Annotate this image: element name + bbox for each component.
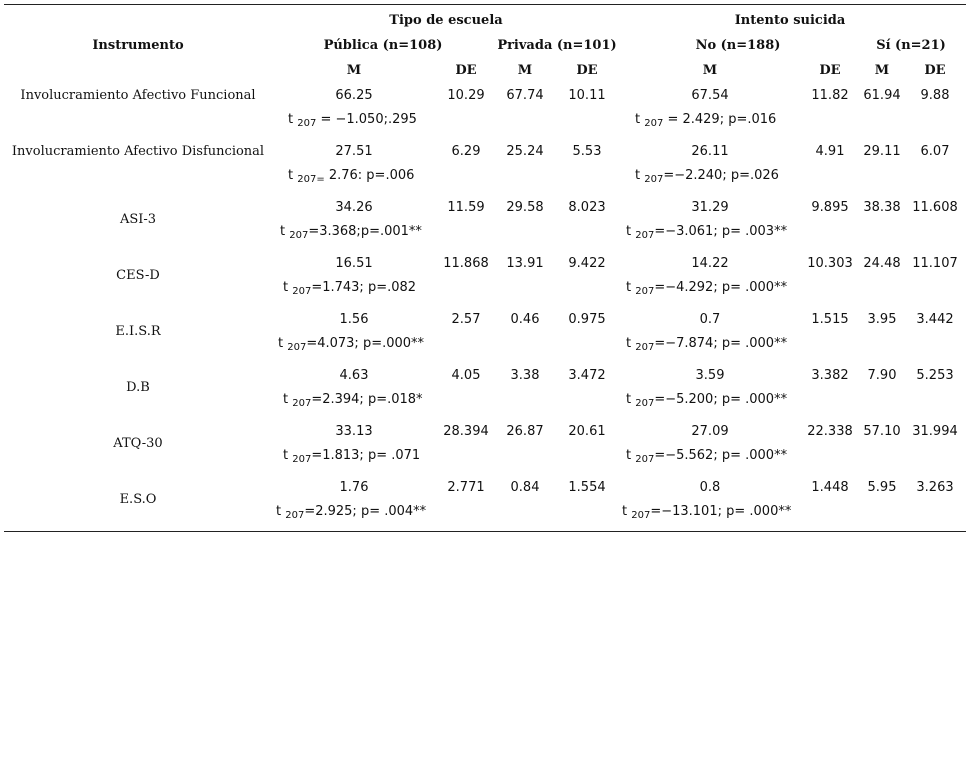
cell-si-de: 6.07	[920, 144, 950, 159]
cell-no-m: 3.59	[695, 368, 725, 383]
cell-si-de: 5.253	[916, 368, 954, 383]
cell-privada-m: 3.38	[510, 368, 540, 383]
school-t-test: t $_{207}$ = −1.050;.295	[288, 112, 417, 129]
subheader-m-si: M	[874, 63, 890, 78]
cell-privada-m: 25.24	[506, 144, 544, 159]
cell-privada-de: 1.554	[568, 480, 606, 495]
table-row	[4, 363, 966, 419]
cell-privada-de: 3.472	[568, 368, 606, 383]
cell-no-de: 1.515	[811, 312, 849, 327]
group-header-tipo-escuela: Tipo de escuela	[389, 13, 503, 28]
cell-publica-m: 4.63	[339, 368, 369, 383]
table-row	[4, 195, 966, 251]
cell-privada-de: 10.11	[568, 88, 606, 103]
cell-si-de: 31.994	[912, 424, 958, 439]
table-row	[4, 475, 966, 531]
results-table	[4, 4, 966, 532]
suicide-t-test: t $_{207}$=−13.101; p= .000**	[622, 504, 792, 521]
cell-publica-m: 66.25	[335, 88, 373, 103]
cell-publica-de: 11.868	[443, 256, 489, 271]
cell-publica-m: 34.26	[335, 200, 373, 215]
cell-publica-m: 1.76	[339, 480, 369, 495]
cell-no-de: 3.382	[811, 368, 849, 383]
cell-publica-de: 2.57	[451, 312, 481, 327]
col-header-no: No (n=188)	[695, 38, 781, 53]
cell-publica-de: 28.394	[443, 424, 489, 439]
cell-no-m: 26.11	[691, 144, 729, 159]
cell-no-de: 1.448	[811, 480, 849, 495]
cell-privada-m: 13.91	[506, 256, 544, 271]
cell-no-de: 10.303	[807, 256, 853, 271]
cell-si-m: 57.10	[863, 424, 901, 439]
school-t-test: t $_{207=}$ 2.76: p=.006	[288, 168, 415, 185]
suicide-t-test: t $_{207}$ = 2.429; p=.016	[635, 112, 777, 129]
row-label: CES-D	[116, 268, 160, 283]
cell-privada-de: 0.975	[568, 312, 606, 327]
cell-publica-de: 6.29	[451, 144, 481, 159]
suicide-t-test: t $_{207}$=−5.200; p= .000**	[626, 392, 788, 409]
suicide-t-test: t $_{207}$=−2.240; p=.026	[635, 168, 779, 185]
cell-no-de: 22.338	[807, 424, 853, 439]
cell-publica-m: 1.56	[339, 312, 369, 327]
suicide-t-test: t $_{207}$=−3.061; p= .003**	[626, 224, 788, 241]
col-header-privada: Privada (n=101)	[497, 38, 617, 53]
cell-si-m: 61.94	[863, 88, 901, 103]
cell-no-m: 27.09	[691, 424, 729, 439]
row-label: ATQ-30	[113, 436, 163, 451]
cell-si-de: 11.608	[912, 200, 958, 215]
cell-privada-de: 8.023	[568, 200, 606, 215]
cell-si-de: 3.263	[916, 480, 954, 495]
suicide-t-test: t $_{207}$=−5.562; p= .000**	[626, 448, 788, 465]
table-row	[4, 419, 966, 475]
suicide-t-test: t $_{207}$=−7.874; p= .000**	[626, 336, 788, 353]
table-header	[4, 5, 966, 83]
cell-privada-de: 5.53	[572, 144, 602, 159]
cell-publica-de: 10.29	[447, 88, 485, 103]
subheader-m-privada: M	[517, 63, 533, 78]
cell-si-de: 3.442	[916, 312, 954, 327]
cell-si-de: 11.107	[912, 256, 958, 271]
suicide-t-test: t $_{207}$=−4.292; p= .000**	[626, 280, 788, 297]
school-t-test: t $_{207}$=3.368;p=.001**	[280, 224, 422, 241]
table-row	[4, 251, 966, 307]
subheader-de-privada: DE	[576, 63, 598, 78]
cell-si-m: 3.95	[867, 312, 897, 327]
cell-no-m: 0.7	[699, 312, 721, 327]
subheader-m-no: M	[702, 63, 718, 78]
school-t-test: t $_{207}$=2.925; p= .004**	[276, 504, 427, 521]
cell-publica-de: 2.771	[447, 480, 485, 495]
cell-privada-m: 26.87	[506, 424, 544, 439]
cell-privada-m: 0.84	[510, 480, 540, 495]
cell-publica-m: 27.51	[335, 144, 373, 159]
cell-privada-m: 67.74	[506, 88, 544, 103]
cell-publica-m: 33.13	[335, 424, 373, 439]
cell-privada-m: 0.46	[510, 312, 540, 327]
cell-no-m: 31.29	[691, 200, 729, 215]
school-t-test: t $_{207}$=1.743; p=.082	[283, 280, 417, 297]
row-label: D.B	[126, 380, 150, 395]
school-t-test: t $_{207}$=1.813; p= .071	[283, 448, 421, 465]
row-label: Involucramiento Afectivo Funcional	[20, 88, 256, 103]
cell-no-de: 4.91	[815, 144, 845, 159]
row-label: E.S.O	[119, 492, 157, 507]
row-label: Involucramiento Afectivo Disfuncional	[11, 144, 265, 159]
row-label: E.I.S.R	[115, 324, 161, 339]
school-t-test: t $_{207}$=4.073; p=.000**	[278, 336, 425, 353]
row-label: ASI-3	[119, 212, 157, 227]
group-header-intento-suicida: Intento suicida	[734, 13, 846, 28]
subheader-m-publica: M	[346, 63, 362, 78]
cell-no-m: 14.22	[691, 256, 729, 271]
cell-si-m: 29.11	[863, 144, 901, 159]
subheader-de-si: DE	[924, 63, 946, 78]
cell-si-m: 38.38	[863, 200, 901, 215]
cell-no-m: 0.8	[699, 480, 721, 495]
col-header-instrumento: Instrumento	[92, 38, 184, 53]
cell-no-m: 67.54	[691, 88, 729, 103]
cell-no-de: 11.82	[811, 88, 849, 103]
subheader-de-publica: DE	[455, 63, 477, 78]
table-row	[4, 307, 966, 363]
col-header-publica: Pública (n=108)	[323, 38, 443, 53]
cell-si-m: 5.95	[867, 480, 897, 495]
col-header-si: Sí (n=21)	[876, 38, 946, 53]
cell-publica-de: 11.59	[447, 200, 485, 215]
cell-si-m: 7.90	[867, 368, 897, 383]
cell-si-m: 24.48	[863, 256, 901, 271]
cell-publica-m: 16.51	[335, 256, 373, 271]
cell-privada-de: 9.422	[568, 256, 606, 271]
cell-si-de: 9.88	[920, 88, 950, 103]
table-row	[4, 139, 966, 195]
school-t-test: t $_{207}$=2.394; p=.018*	[283, 392, 423, 409]
cell-privada-m: 29.58	[506, 200, 544, 215]
cell-no-de: 9.895	[811, 200, 849, 215]
table-row	[4, 83, 966, 139]
subheader-de-no: DE	[819, 63, 841, 78]
cell-publica-de: 4.05	[451, 368, 481, 383]
cell-privada-de: 20.61	[568, 424, 606, 439]
